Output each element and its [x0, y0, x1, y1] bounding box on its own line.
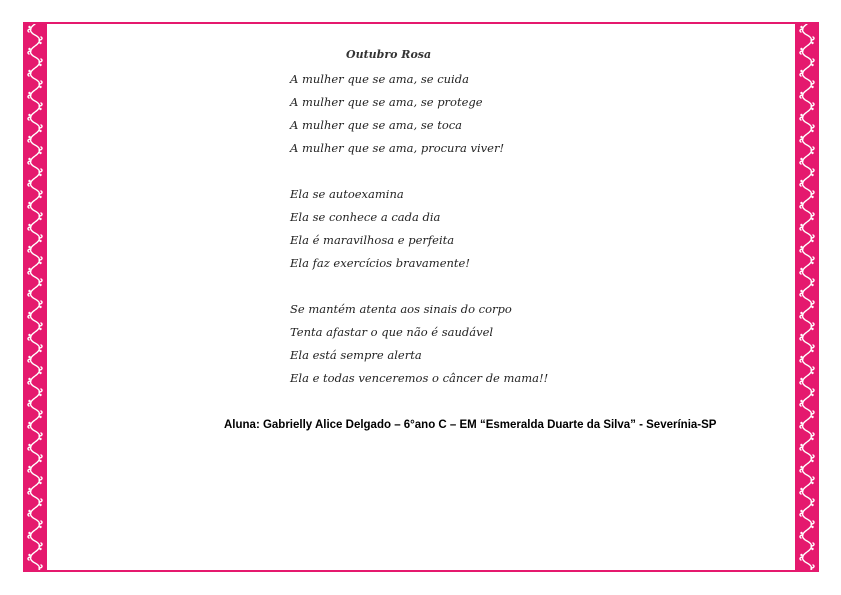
verse-line: A mulher que se ama, se protege	[290, 95, 483, 109]
verse-line: A mulher que se ama, se cuida	[290, 72, 469, 86]
verse-line: Se mantém atenta aos sinais do corpo	[290, 302, 512, 316]
stanza-2	[290, 183, 548, 275]
verse-line: Ela faz exercícios bravamente!	[290, 256, 470, 270]
verse-line: Ela está sempre alerta	[290, 348, 422, 362]
author-credit: Aluna: Gabrielly Alice Delgado – 6°ano C – EM “Esmeralda Duarte da Silva” - Severínia-SP	[224, 419, 717, 431]
poem-title: Outubro Rosa	[346, 48, 432, 61]
verse-line: Ela e todas venceremos o câncer de mama!!	[290, 371, 549, 385]
verse-line: A mulher que se ama, se toca	[290, 118, 463, 132]
stanza-1	[290, 68, 548, 160]
right-floral-border	[795, 22, 819, 572]
verse-line: Ela é maravilhosa e perfeita	[290, 233, 455, 247]
stanza-3	[290, 298, 548, 390]
verse-line: Ela se autoexamina	[290, 187, 404, 201]
left-floral-border	[23, 22, 47, 572]
verse-line: Ela se conhece a cada dia	[290, 210, 441, 224]
poem-body	[290, 68, 548, 413]
verse-line: A mulher que se ama, procura viver!	[290, 141, 505, 155]
verse-line: Tenta afastar o que não é saudável	[290, 325, 494, 339]
